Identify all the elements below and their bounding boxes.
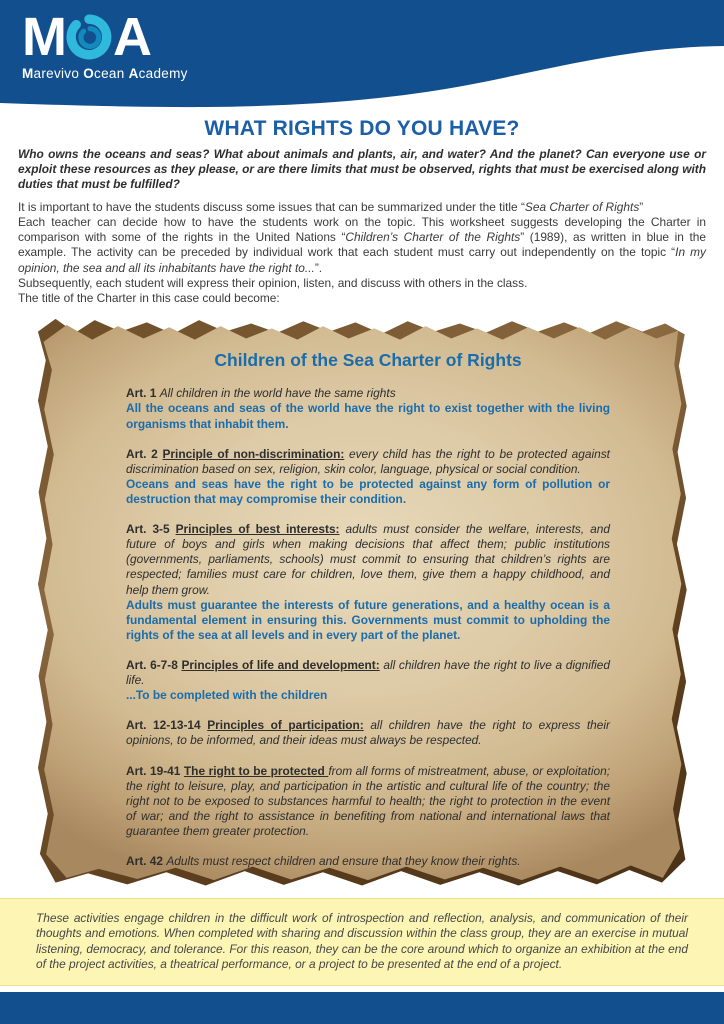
charter-article-1: Art. 1 All children in the world have the same rights <box>126 386 396 401</box>
intro-lead-paragraph: Who owns the oceans and seas? What about animals and plants, air, and water? And the planet? Can everyone use or exploit these resources as they please, or are there limits that must be observed, rights that must be exercised along with duties that must be fulfilled? <box>18 147 706 192</box>
logo-letter-m: M <box>22 7 65 67</box>
charter-article-3-5: Art. 3-5 Principles of best interests: adults must consider the welfare, interests, and future of boys and girls when making decisions that affect them; public institutions (governments, parliaments, schools) must commit to ensuring that children’s rights are respected; families must care for children, love them, give them a happy childhood, and help them grow. <box>126 522 610 597</box>
parchment-charter-panel <box>36 314 688 888</box>
ocean-swirl-icon <box>66 14 112 60</box>
charter-response-6-7-8: ...To be completed with the children <box>126 688 328 703</box>
activities-note-box <box>0 898 724 986</box>
intro-body-paragraph: It is important to have the students discuss some issues that can be summarized under the title “Sea Charter of Rights” Each teacher can decide how to have the students work on the topic. This worksheet suggests developing the Charter in comparison with some of the rights in the United Nations “Children’s Charter of the Rights” (1989), as written in blue in the example. The activity can be preceded by individual work that each student must carry out independently on the topic “In my opinion, the sea and all its inhabitants have the right to...”. Subsequently, each student will express their opinion, listen, and discuss with others in the class. The title of the Charter in this case could become: <box>18 199 707 306</box>
header-banner <box>0 0 724 108</box>
charter-article-2: Art. 2 Principle of non-discrimination: every child has the right to be protected against discrimination based on sex, religion, skin color, language, physical or social condition. <box>126 446 610 476</box>
charter-article-42: Art. 42 Adults must respect children and ensure that they know their rights. <box>126 854 521 869</box>
moa-logo <box>22 7 188 81</box>
charter-title: Children of the Sea Charter of Rights <box>214 350 522 371</box>
charter-content <box>126 350 610 869</box>
charter-response-2: Oceans and seas have the right to be protected against any form of pollution or destruction that may compromise their condition. <box>126 476 610 506</box>
charter-response-1: All the oceans and seas of the world have the right to exist together with the living organisms that inhabit them. <box>126 401 610 431</box>
moa-logo-word <box>22 7 188 67</box>
footer-band <box>0 992 724 1024</box>
page-title: WHAT RIGHTS DO YOU HAVE? <box>204 117 520 140</box>
logo-letter-a: A <box>112 7 150 67</box>
charter-article-19-41: Art. 19-41 The right to be protected from all forms of mistreatment, abuse, or exploitation; the right to leisure, play, and participation in the artistic and cultural life of the country; the right not to be exposed to substances harmful to health; the right to protection in the event of war; and the right to assistance in benefiting from national and international laws that guarantee them greater protection. <box>126 763 610 838</box>
charter-response-3-5: Adults must guarantee the interests of future generations, and a healthy ocean is a fundamental element in ensuring this. Governments must commit to upholding the rights of the sea at all levels and in every part of the planet. <box>126 597 610 642</box>
charter-article-12-13-14: Art. 12-13-14 Principles of participation: all children have the right to express their opinions, to be informed, and their ideas must always be respected. <box>126 718 610 748</box>
activities-note-text: These activities engage children in the difficult work of introspection and reflection, analysis, and communication of their thoughts and emotions. When completed with sharing and discussion within the class group, they are an exercise in mutual listening, democracy, and tolerance. For this reason, they can be the core around which to organize an exhibition at the end of the project activities, a theatrical performance, or a project to be presented at the end of a project. <box>36 911 688 972</box>
charter-article-6-7-8: Art. 6-7-8 Principles of life and development: all children have the right to live a dignified life. <box>126 657 611 688</box>
logo-tagline: Marevivo Ocean Academy <box>22 66 188 81</box>
